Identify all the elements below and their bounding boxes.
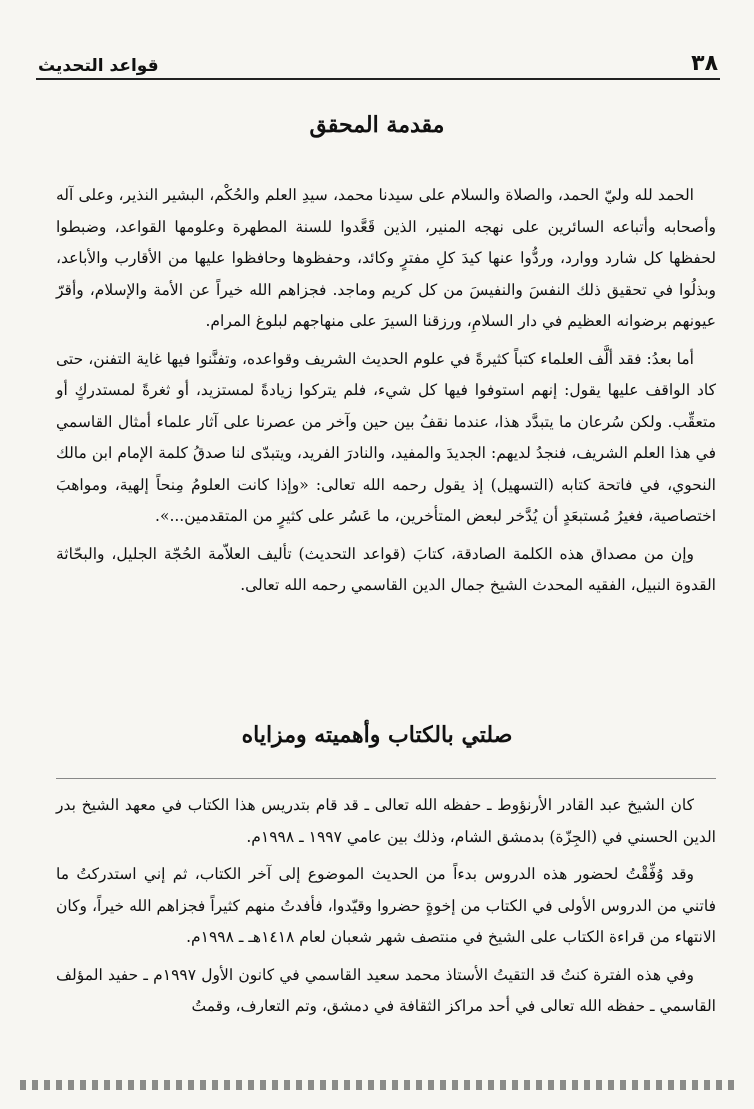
- introduction-body: [56, 180, 716, 602]
- footer-ornament: [20, 1080, 734, 1090]
- running-title: قواعد التحديث: [38, 56, 159, 76]
- paragraph: الحمد لله وليّ الحمد، والصلاة والسلام على سيدنا محمد، سيدِ العلم والحُكْم، البشير النذير، وعلى آله وأصحابه وأتباعه السائرين على نهجه المنير، الذين قَعَّدوا للسنة المطهرة وعلومها القواعد، وضبطوا لحفظها كل شارد ووارد، وردُّوا عنها كيدَ كلِ مفترٍ وكائد، وحفظوها وحافظوا عليها من الأقارب والأباعد، وبذلُوا في تحقيق ذلك النفسَ والنفيسَ من كل كريم وماجد. فجزاهم الله خيراً عن الأمة والإسلام، وأقرّ عيونهم برضوانه العظيم في دار السلامِ، ورزقنا السيرَ على منهاجهم لبلوغ المرام.: [56, 186, 716, 330]
- paragraph: وفي هذه الفترة كنتُ قد التقيتُ الأستاذ محمد سعيد القاسمي في كانون الأول ١٩٩٧م ـ حفيد المؤلف القاسمي ـ حفظه الله تعالى في أحد مراكز الثقافة في دمشق، وتم التعارف، وقمتُ: [56, 965, 716, 1015]
- page-number: ٣٨: [691, 51, 718, 76]
- connection-body: [56, 790, 716, 1023]
- header-rule: [36, 78, 720, 80]
- section-heading-introduction: مقدمة المحقق: [309, 112, 445, 138]
- paragraph: وقد وُفِّقْتُ لحضور هذه الدروس بدءاً من الحديث الموضوع إلى آخر الكتاب، ثم إني استدركتُ ما فاتني من الدروس الأولى في الكتاب من إخوةٍ حضروا وقيّدوا، فأفدتُ منهم كثيراً فجزاهم الله خيراً، وكان الانتهاء من قراءة الكتاب على الشيخ في منتصف شهر شعبان لعام ١٤١٨هـ ـ ١٩٩٨م.: [56, 865, 716, 946]
- section-rule: [56, 778, 716, 779]
- paragraph: كان الشيخ عبد القادر الأرنؤوط ـ حفظه الله تعالى ـ قد قام بتدريس هذا الكتاب في معهد الشيخ بدر الدين الحسني في (الجِزّة) بدمشق الشام، وذلك بين عامي ١٩٩٧ ـ ١٩٩٨م.: [56, 796, 716, 846]
- page-header: [38, 40, 718, 76]
- paragraph: أما بعدُ: فقد ألَّف العلماء كتباً كثيرةً في علوم الحديث الشريف وقواعده، وتفنَّنوا فيها غاية التفنن، حتى كاد الواقف عليها يقول: إنهم استوفوا فيها كل شيء، فلم يتركوا زيادةً لمستزيد، أو ثغرةً لمستدركٍ أو متعقِّب. ولكن سُرعان ما يتبدَّد هذا، عندما نقفُ بين حين وآخر من عصرنا على آثار علماء أمثال القاسمي في هذا العلم الشريف، فنجدُ لديهم: الجديدَ والمفيد، والنادرَ الفريد، ويتبدّى لنا صدقُ كلمة الإمام ابن مالك النحوي، في فاتحة كتابه (التسهيل) إذ يقول رحمه الله تعالى: «وإذا كانت العلومُ مِنحاً إلهية، ومواهبَ اختصاصية، فغيرُ مُستبعَدٍ أن يُدَّخر لبعض المتأخرين، ما عَسُر على كثيرٍ من المتقدمين...».: [56, 349, 716, 525]
- section-heading-connection: صلتي بالكتاب وأهميته ومزاياه: [241, 722, 513, 748]
- paragraph: وإن من مصداق هذه الكلمة الصادقة، كتابَ (قواعد التحديث) تأليف العلاّمة الحُجّة الجليل، والبحّاثة القدوة النبيل، الفقيه المحدث الشيخ جمال الدين القاسمي رحمه الله تعالى.: [56, 544, 716, 594]
